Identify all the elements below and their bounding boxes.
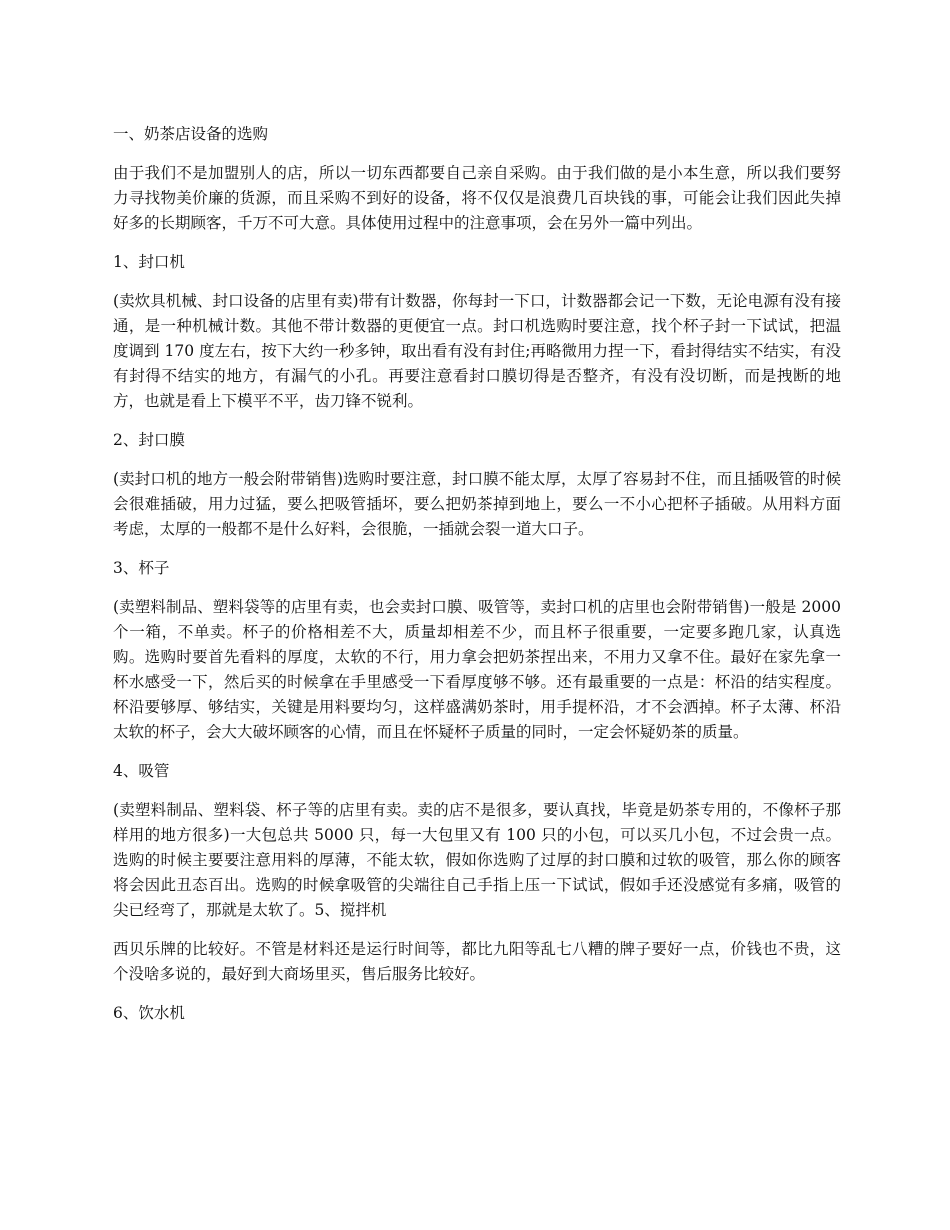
paragraph: (卖炊具机械、封口设备的店里有卖)带有计数器，你每封一下口，计数器都会记一下数，无论电源有没有接通，是一种机械计数。其他不带计数器的更便宜一点。封口机选购时要注意，找个杯子封一下试试，把温度调到 170 度左右，按下大约一秒多钟，取出看有没有封住;再略微用力捏一下，看封得结实不结实，有没有封得不结实的地方，有漏气的小孔。再要注意看封口膜切得是否整齐，有没有没切断，而是拽断的地方，也就是看上下模平不平，齿刀锋不锐利。 xyxy=(113,292,841,410)
paragraph: (卖塑料制品、塑料袋、杯子等的店里有卖。卖的店不是很多，要认真找，毕竟是奶茶专用的，不像杯子那样用的地方很多)一大包总共 5000 只，每一大包里又有 100 只的小包，可以买几小包，不过会贵一点。选购的时候主要要注意用料的厚薄，不能太软，假如你选购了过厚的封口膜和过软的吸管，那么你的顾客将会因此丑态百出。选购的时候拿吸管的尖端往自己手指上压一下试试，假如手还没感觉有多痛，吸管的尖已经弯了，那就是太软了。5、搅拌机 xyxy=(113,801,841,919)
item-heading-straws: 4、吸管 xyxy=(113,762,170,780)
document-page xyxy=(113,122,841,1040)
paragraph: 西贝乐牌的比较好。不管是材料还是运行时间等，都比九阳等乱七八糟的牌子要好一点，价钱也不贵，这个没啥多说的，最好到大商场里买，售后服务比较好。 xyxy=(113,940,841,983)
paragraph: (卖塑料制品、塑料袋等的店里有卖，也会卖封口膜、吸管等，卖封口机的店里也会附带销售)一般是 2000 个一箱，不单卖。杯子的价格相差不大，质量却相差不少，而且杯子很重要，一定要多跑几家，认真选购。选购时要首先看料的厚度，太软的不行，用力拿会把奶茶捏出来，不用力又拿不住。最好在家先拿一杯水感受一下，然后买的时候拿在手里感受一下看厚度够不够。还有最重要的一点是：杯沿的结实程度。杯沿要够厚、够结实，关键是用料要均匀，这样盛满奶茶时，用手提杯沿，才不会洒掉。杯子太薄、杯沿太软的杯子，会大大破坏顾客的心情，而且在怀疑杯子质量的同时，一定会怀疑奶茶的质量。 xyxy=(113,598,841,741)
section-heading: 一、奶茶店设备的选购 xyxy=(113,125,269,143)
item-heading-sealer: 1、封口机 xyxy=(113,253,185,271)
paragraph: 由于我们不是加盟别人的店，所以一切东西都要自己亲自采购。由于我们做的是小本生意，所以我们要努力寻找物美价廉的货源，而且采购不到好的设备，将不仅仅是浪费几百块钱的事，可能会让我们因此失掉好多的长期顾客，千万不可大意。具体使用过程中的注意事项，会在另外一篇中列出。 xyxy=(113,164,841,232)
item-heading-cups: 3、杯子 xyxy=(113,559,170,577)
item-heading-sealing-film: 2、封口膜 xyxy=(113,431,185,449)
paragraph: (卖封口机的地方一般会附带销售)选购时要注意，封口膜不能太厚，太厚了容易封不住，而且插吸管的时候会很难插破，用力过猛，要么把吸管插坏，要么把奶茶掉到地上，要么一不小心把杯子插破。从用料方面考虑，太厚的一般都不是什么好料，会很脆，一插就会裂一道大口子。 xyxy=(113,470,841,538)
item-heading-water-dispenser: 6、饮水机 xyxy=(113,1004,185,1022)
